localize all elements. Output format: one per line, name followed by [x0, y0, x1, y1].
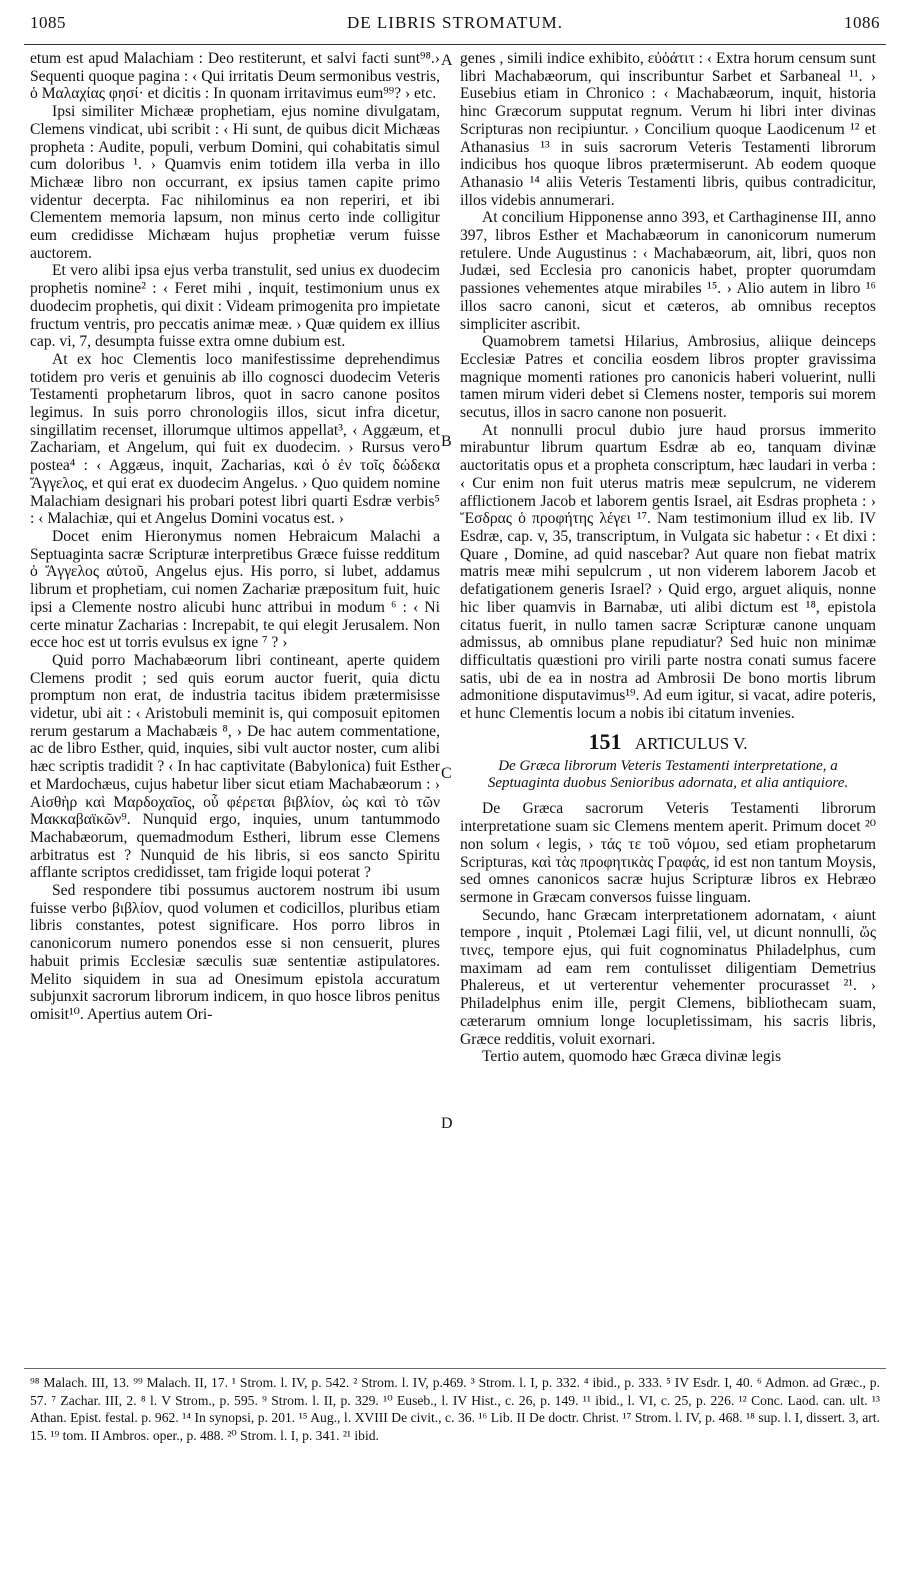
- page-number-right: 1086: [844, 13, 880, 32]
- paragraph: Et vero alibi ipsa ejus verba transtulit, sed unius ex duodecim prophetis nomine² : ‹ Feret mihi , inquit, testimonium unus ex duodecim prophetis, qui dixit : Videam primogenita pro impietate fructum ventris, pro peccatis animæ meæ. › Quæ quidem ex illius cap. vi, 7, desumpta fuisse extra omne dubium est.: [30, 262, 440, 351]
- paragraph: Docet enim Hieronymus nomen Hebraicum Malachi a Septuaginta sacræ Scripturæ interpretibus Græce fuisse redditum ὁ Ἄγγελος αὐτοῦ, Angelus ejus. His porro, si lubet, addamus librum et prophetiam, cui nomen Zachariæ præpositum fuit, huic ipsi a Clemente nostro alicubi hunc attribui in modum ⁶ : ‹ Ni certe minatur Zacharias : Increpabit, te qui elegit Jerusalem. Non ecce hoc est ut torris evulsus ex igne ⁷ ? ›: [30, 527, 440, 652]
- paragraph: genes , simili indice exhibito, εὐὁάτιτ : ‹ Extra horum censum sunt libri Machabæorum, qui inscribuntur Sarbet et Sarbaneal ¹¹. › Eusebius etiam in Chronico : ‹ Machabæorum, inquit, historia hinc Græcorum supputat regnum. Verum hi libri inter divinas Scripturas non recipiuntur. › Concilium quoque Laodicenum ¹² et Athanasius ¹³ in suis sacrorum Veteris Testamenti librorum indicibus hos quoque libros prætermiserunt. Ab eodem quoque Athanasio ¹⁴ aliis Veteris Testamenti libris, quibus contradicitur, illos videbis annumerari.: [460, 50, 876, 209]
- paragraph: Secundo, hanc Græcam interpretationem adornatam, ‹ aiunt tempore , inquit , Ptolemæi Lagi filii, vel, ut dicunt nonnulli, ὥς τινες, tempore ejus, qui fuit cognominatus Philadelphus, cum maximam ad eam rem contulisset diligentiam Demetrius Phalereus, et ut verterentur vehementer procurasset ²¹. › Philadelphus enim ille, pergit Clemens, bibliothecam suam, cæterarum omnium longe locupletissimam, his sacris libris, Græce redditis, voluit exornari.: [460, 906, 876, 1048]
- paragraph: Quamobrem tametsi Hilarius, Ambrosius, aliique deinceps Ecclesiæ Patres et concilia eosdem libros propter gravissima magnique momenti rationes pro canonicis haberi voluerint, nulli tamen mirum videri debet si Clemens noster, temporis sui morem secutus, illos in sacro canone non posuerit.: [460, 333, 876, 422]
- paragraph: De Græca sacrorum Veteris Testamenti librorum interpretatione suam sic Clemens mentem aperit. Primum docet ²⁰ non solum ‹ legis, › τάς τε τοῦ νόμου, sed etiam prophetarum Scripturas, καὶ τὰς προφητικὰς Γραφάς, id est non tantum Moysis, sed omnes canonicos sacræ hujus Scripturæ libros ex Hebræo sermone in Græcam conversos fuisse linguam.: [460, 800, 876, 906]
- paragraph: Sed respondere tibi possumus auctorem nostrum ibi usum fuisse verbo βιβλίον, quod volumen et codicillos, pluribus etiam libris constantes, potest significare. Hos porro libros in canonicorum numero ponendos esse si non censuerit, plures habuit primis Ecclesiæ sæculis suæ sententiæ astipulatores. Melito siquidem in sua ad Onesimum epistola accuratum subjunxit sacrorum librorum indicem, in quo hosce libros penitus omisit¹⁰. Apertius autem Ori-: [30, 882, 440, 1023]
- article-subtitle: De Græca librorum Veteris Testamenti interpretatione, a Septuaginta duobus Senioribus adornata, et alia antiquiore.: [487, 758, 849, 792]
- paragraph: At concilium Hipponense anno 393, et Carthaginense III, anno 397, libros Esther et Machabæorum in canonicorum numerum retulere. Unde Augustinus : ‹ Machabæorum, ait, libri, quos non Judæi, sed Ecclesia pro canonicis habet, propter quorumdam passiones vehementes atque mirabiles ¹⁵. › Alio autem in libro ¹⁶ illos sacro canoni, sicut et cæteros, ab omnibus receptos simpliciter ascribit.: [460, 209, 876, 333]
- header-rule: [24, 44, 886, 45]
- article-heading: [460, 728, 876, 754]
- paragraph: At ex hoc Clementis loco manifestissime deprehendimus totidem pro veris et genuinis ab illo cognosci duodecim Veteris Testamenti prophetarum libros, quot in sacro canone positos legimus. In suis porro chronologiis illos, sicut infra dicetur, singillatim recenset, illorumque ultimos appellat³, ‹ Aggæum, et Zachariam, et Angelum, qui fuit ex duodecim. › Rursus vero postea⁴ : ‹ Aggæus, inquit, Zacharias, καὶ ὁ ἐν τοῖς δώδεκα Ἄγγελος, et qui erat ex duodecim Angelus. › Quo quidem nomine Malachiam designari his probari potest libri quarti Esdræ verbis⁵ : ‹ Malachiæ, qui et Angelus Domini vocatus est. ›: [30, 350, 440, 528]
- footnotes: ⁹⁸ Malach. III, 13. ⁹⁹ Malach. II, 17. ¹ Strom. l. IV, p. 542. ² Strom. l. IV, p.469. ³ Strom. l. I, p. 332. ⁴ ibid., p. 333. ⁵ IV Esdr. I, 40. ⁶ Admon. ad Græc., p. 57. ⁷ Zachar. III, 2. ⁸ l. V Strom., p. 595. ⁹ Strom. l. II, p. 329. ¹⁰ Euseb., l. IV Hist., c. 26, p. 149. ¹¹ ibid., l. VI, c. 25, p. 226. ¹² Conc. Laod. can. ult. ¹³ Athan. Epist. festal. p. 962. ¹⁴ In synopsi, p. 201. ¹⁵ Aug., l. XVIII De civit., c. 36. ¹⁶ Lib. II De doctr. Christ. ¹⁷ Strom. l. IV, p. 468. ¹⁸ sup. l. I, dissert. 3, art. 15. ¹⁹ tom. II Ambros. oper., p. 488. ²⁰ Strom. l. I, p. 341. ²¹ ibid.: [30, 1375, 880, 1443]
- footnote-rule: [24, 1368, 886, 1369]
- paragraph: etum est apud Malachiam : Deo restiterunt, et salvi facti sunt⁹⁸.› Sequenti quoque pagina : ‹ Qui irritatis Deum sermonibus vestris, ὁ Μαλαχίας φησί· et dicitis : In quonam irritavimus eum⁹⁹? › etc.: [30, 50, 440, 103]
- right-column: [460, 50, 876, 1066]
- left-column: [30, 50, 440, 1024]
- margin-letter-b: B: [441, 433, 452, 450]
- article-title: ARTICULUS V.: [634, 733, 748, 753]
- running-title: DE LIBRIS STROMATUM.: [347, 13, 563, 32]
- paragraph: At nonnulli procul dubio jure haud prorsus immerito mirabuntur librum quartum Esdræ ab eo, tanquam divinæ auctoritatis opus et a propheta conscriptum, hæc laudari in verba : ‹ Cur enim non fuit uterus matris meæ sepulcrum, ne viderem afflictionem Jacob et laborem gentis Israel, ait Esdras propheta : › Ἔσδρας ὁ προφήτης λέγει ¹⁷. Nam testimonium illud ex lib. IV Esdræ, cap. v, 35, transcriptum, in Vulgata sic habetur : ‹ Et dixi : Quare , Domine, ad quid nascebar? Aut quare non fiebat matrix matris meæ mihi sepulcrum , ut non viderem laborem Jacob et defatigationem generis Israel? › Quid ergo, arguet aliquis, nonne hic liber quamvis in Barnabæ, uti alibi dictum est ¹⁸, epistola citatus fuerit, in nullo tamen sacræ Scripturæ canone unquam admissus, ab omnibus plane repudiatur? Sed huic non minimæ difficultatis quæstioni pro virili parte nostra conati sumus facere satis, ubi de ea in nostra ad Ambrosii De bono mortis librum admonitione disputavimus¹⁹. Ad eum igitur, si vacat, adire poteris, et hunc Clementis locum a nobis ibi citatum invenies.: [460, 421, 876, 723]
- margin-letter-c: C: [441, 765, 452, 782]
- margin-letter-a: A: [441, 52, 453, 69]
- article-number: 151: [588, 728, 622, 754]
- page-number-left: 1085: [30, 13, 66, 32]
- margin-letter-d: D: [441, 1115, 453, 1132]
- paragraph: Quid porro Machabæorum libri contineant, aperte quidem Clemens prodit ; sed quis eorum auctor fuerit, quia dictu promptum non erat, de industria tacitus ibidem prætermisisse videtur, ubi ait : ‹ Aristobuli meminit is, qui composuit epitomen rerum gestarum a Machabæis ⁸, › De hac autem commentatione, ac de libro Esther, quid, inquies, sibi vult auctor noster, cum alibi hæc scriptis tradidit ? ‹ In hac captivitate (Babylonica) fuit Esther et Mardochæus, cujus habetur liber sicut etiam Machabæorum : › Αἰσθὴρ καὶ Μαρδοχαῖος, οὗ φέρεται βιβλίον, ὡς καὶ τὸ τῶν Μακκαβαϊκῶν⁹. Nunquid ergo, inquies, unum tantummodo Machabæorum, quemadmodum Estheri, librum esse Clemens arbitratus est ? Nunquid de his libris, si eos sancto Spiritu afflante scriptos credidisset, tam frigide loqui poterat ?: [30, 651, 440, 882]
- paragraph: Ipsi similiter Michææ prophetiam, ejus nomine divulgatam, Clemens vindicat, ubi scribit : ‹ Hi sunt, de quibus dicit Michæas propheta : Audite, populi, verbum Domini, qui cohabitatis simul cum doloribus ¹. › Quamvis enim totidem illa verba in illo Michææ libro non occurrant, ex ipsius tamen capite primo videntur decerpta. Fac nihilominus ea non reperiri, et ibi Clementem memoria lapsum, non minus certo inde colligitur eum credidisse Michæam hujus prophetiæ verum fuisse auctorem.: [30, 103, 440, 262]
- running-header: [30, 8, 880, 38]
- paragraph: Tertio autem, quomodo hæc Græca divinæ legis: [482, 1048, 782, 1066]
